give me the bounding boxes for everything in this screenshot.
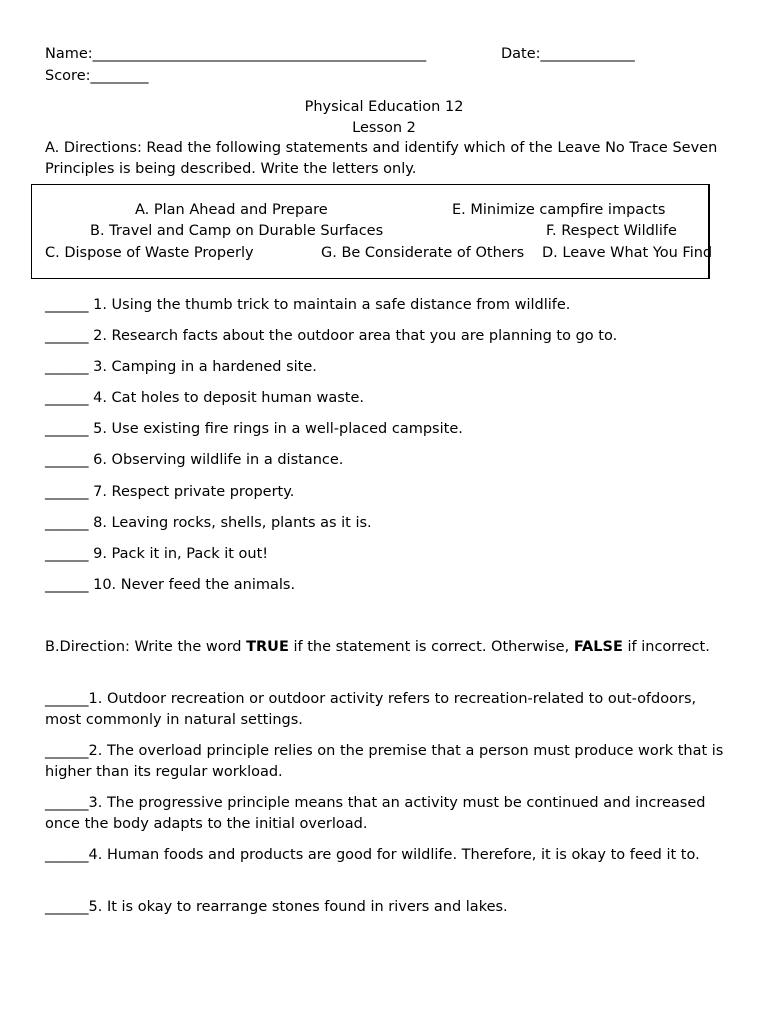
part-a-item <box>45 544 268 565</box>
item-text: 4. Cat holes to deposit human waste. <box>93 390 364 406</box>
answer-blank[interactable]: ______ <box>45 577 89 593</box>
name-field[interactable] <box>45 44 426 65</box>
answer-blank[interactable]: ______ <box>45 899 89 915</box>
part-a-item <box>45 575 295 596</box>
option-a: A. Plan Ahead and Prepare <box>135 202 328 218</box>
part-b-item <box>45 741 735 783</box>
score-blank[interactable]: ________ <box>90 68 149 84</box>
part-a-directions: A. Directions: Read the following statements and identify which of the Leave No Trace Seven Principles is being described. Write the letters only. <box>45 140 718 177</box>
part-b-item <box>45 897 735 918</box>
answer-blank[interactable]: ______ <box>45 421 89 437</box>
part-a-item <box>45 419 463 440</box>
item-text: 4. Human foods and products are good for wildlife. Therefore, it is okay to feed it to. <box>88 847 700 863</box>
item-text: 2. Research facts about the outdoor area that you are planning to go to. <box>93 328 618 344</box>
part-b-item <box>45 793 735 835</box>
score-label: Score: <box>45 68 91 84</box>
part-b-item <box>45 845 735 866</box>
answer-blank[interactable]: ______ <box>45 847 89 863</box>
answer-blank[interactable]: ______ <box>45 546 89 562</box>
answer-blank[interactable]: ______ <box>45 691 89 707</box>
direction-text: B.Direction: Write the word <box>45 639 247 655</box>
item-text: 1. Using the thumb trick to maintain a safe distance from wildlife. <box>93 297 571 313</box>
item-text: 3. The progressive principle means that an activity must be continued and increased once the body adapts to the initial overload. <box>45 795 706 832</box>
part-a-item <box>45 388 364 409</box>
item-text: 2. The overload principle relies on the premise that a person must produce work that is higher than its regular workload. <box>45 743 724 780</box>
part-a-item <box>45 513 372 534</box>
subject-title: Physical Education 12 <box>304 99 464 115</box>
item-text: 9. Pack it in, Pack it out! <box>93 546 269 562</box>
option-b: B. Travel and Camp on Durable Surfaces <box>90 223 384 239</box>
item-text: 5. It is okay to rearrange stones found in rivers and lakes. <box>88 899 508 915</box>
part-b-directions <box>45 637 735 658</box>
date-blank[interactable]: _____________ <box>540 46 635 62</box>
answer-blank[interactable]: ______ <box>45 452 89 468</box>
answer-blank[interactable]: ______ <box>45 297 89 313</box>
item-text: 1. Outdoor recreation or outdoor activity refers to recreation-related to out-ofdoors, most commonly in natural settings. <box>45 691 697 728</box>
answer-blank[interactable]: ______ <box>45 328 89 344</box>
part-a-item <box>45 450 343 471</box>
name-blank[interactable]: ______________________________________________ <box>92 46 427 62</box>
option-d: D. Leave What You Find <box>542 245 713 261</box>
score-field[interactable] <box>45 66 149 87</box>
answer-blank[interactable]: ______ <box>45 743 89 759</box>
item-text: 3. Camping in a hardened site. <box>93 359 317 375</box>
item-text: 5. Use existing fire rings in a well-placed campsite. <box>93 421 463 437</box>
item-text: 8. Leaving rocks, shells, plants as it is. <box>93 515 372 531</box>
false-keyword: FALSE <box>573 639 623 655</box>
answer-blank[interactable]: ______ <box>45 359 89 375</box>
true-keyword: TRUE <box>246 639 289 655</box>
lesson-title: Lesson 2 <box>352 120 416 136</box>
part-a-item <box>45 482 294 503</box>
part-a-item <box>45 326 617 347</box>
date-label: Date: <box>501 46 541 62</box>
answer-blank[interactable]: ______ <box>45 795 89 811</box>
date-field[interactable] <box>501 44 635 65</box>
direction-text: if the statement is correct. Otherwise, <box>288 639 574 655</box>
direction-text: if incorrect. <box>622 639 710 655</box>
option-e: E. Minimize campfire impacts <box>452 202 666 218</box>
option-f: F. Respect Wildlife <box>546 223 677 239</box>
part-a-item <box>45 295 570 316</box>
name-label: Name: <box>45 46 93 62</box>
answer-blank[interactable]: ______ <box>45 484 89 500</box>
answer-blank[interactable]: ______ <box>45 390 89 406</box>
part-b-item <box>45 689 735 731</box>
option-g: G. Be Considerate of Others <box>321 245 525 261</box>
answer-blank[interactable]: ______ <box>45 515 89 531</box>
item-text: 10. Never feed the animals. <box>93 577 296 593</box>
item-text: 7. Respect private property. <box>93 484 295 500</box>
option-c: C. Dispose of Waste Properly <box>45 245 254 261</box>
item-text: 6. Observing wildlife in a distance. <box>93 452 344 468</box>
part-a-item <box>45 357 317 378</box>
